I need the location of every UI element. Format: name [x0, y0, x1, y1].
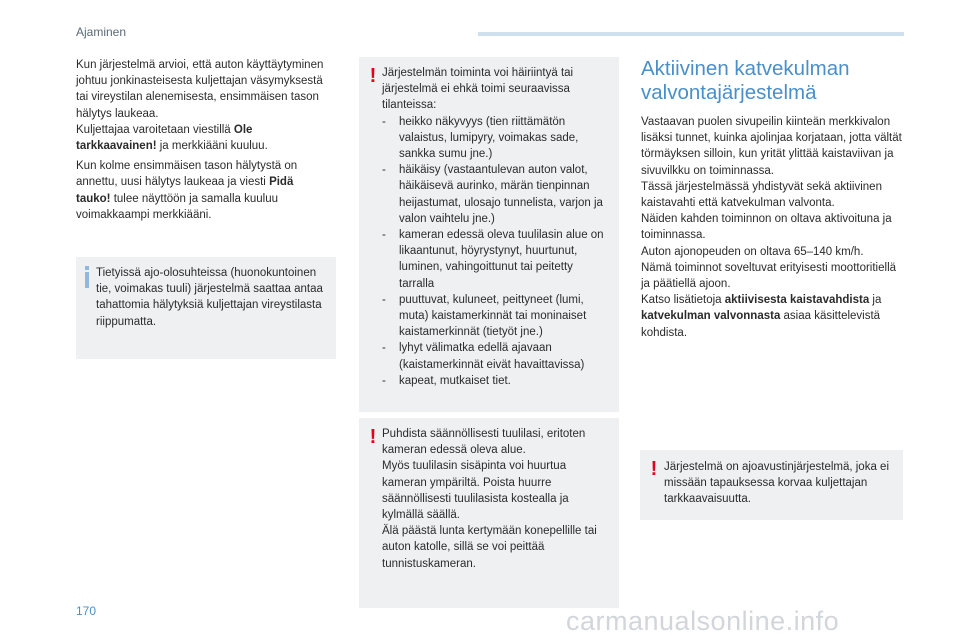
- page-number: 170: [76, 604, 97, 618]
- paragraph: Auton ajonopeuden on oltava 65–140 km/h.: [641, 245, 864, 258]
- bold-text: Pidä tauko!: [76, 176, 294, 205]
- list-dash: -: [382, 342, 386, 355]
- warning-icon: !: [369, 65, 377, 87]
- text-span: Katso lisätietoja: [641, 294, 725, 307]
- paragraph: Myös tuulilasin sisäpinta voi huurtua kameran ympäriltä. Poista huurre säännöllisesti tuulilasista kostealla ja kylmällä säällä.: [382, 460, 569, 522]
- bold-text: katvekulman valvonnasta: [641, 310, 781, 323]
- section-header-label: Ajaminen: [76, 25, 127, 39]
- list-item-text: heikko näkyvyys (tien riittämätön valaistus, lumipyry, voimakas sade, sankka sumu jne.): [399, 115, 579, 161]
- text-span: Kuljettajaa varoitetaan viestillä: [76, 123, 234, 136]
- warning-box-conditions: [359, 57, 619, 412]
- list-dash: -: [382, 229, 386, 242]
- text-span: ja merkkiääni kuuluu.: [156, 140, 268, 153]
- list-item: [382, 292, 610, 341]
- paragraph: Puhdista säännöllisesti tuulilasi, eritoten kameran edessä oleva alue.: [382, 428, 586, 457]
- text-span: Kun kolme ensimmäisen tason hälytystä on annettu, uusi hälytys laukeaa ja viesti: [76, 160, 298, 189]
- list-item: [382, 227, 610, 292]
- bold-text: Ole tarkkaavainen!: [76, 123, 253, 153]
- warning-box-assist: [640, 450, 903, 520]
- paragraph: Älä päästä lunta kertymään konepellille tai auton katolle, sillä se voi peittää tunnistuskameran.: [382, 525, 597, 570]
- warning-box-text: [382, 426, 610, 572]
- list-item-text: lyhyt välimatka edellä ajavaan (kaistamerkinnät eivät havaittavissa): [399, 342, 585, 371]
- list-dash: -: [382, 374, 386, 387]
- paragraph: Tässä järjestelmässä yhdistyvät sekä aktiivinen kaistavahti että katvekulman valvonta.: [641, 180, 882, 210]
- info-box-text: [96, 265, 326, 330]
- warning-box-cleaning: [359, 418, 619, 608]
- list-item-text: häikäisy (vastaantulevan auton valot, häikäisevä aurinko, märän tienpinnan heijastumat, ulosajo tunnelista, varjon ja valon vaihtelu jne.): [399, 164, 603, 225]
- paragraph: [76, 158, 326, 223]
- bold-text: aktiivisesta kaistavahdista: [724, 294, 870, 307]
- paragraph: [76, 122, 326, 154]
- header-divider-bar: [478, 32, 904, 36]
- warning-icon: !: [369, 426, 377, 448]
- section-title: Aktiivinen katvekulman valvontajärjestelmä: [641, 57, 850, 104]
- text-span: ja: [869, 294, 882, 307]
- paragraph: Vastaavan puolen sivupeilin kiinteän merkkivalon lisäksi tunnet, kuinka ajolinjaa korjataan, jotta vältät törmäyksen silloin, kun yrität ylittää kaistaviivan ja sivuvilkku on toiminnassa.: [641, 116, 902, 177]
- watermark: carmanualsonline.info: [566, 606, 840, 636]
- text-span: asiaa käsittelevistä kohdista.: [641, 310, 881, 339]
- info-box: [76, 257, 336, 359]
- list-item: [382, 373, 610, 389]
- column-right: [641, 114, 903, 341]
- list-item: [382, 114, 610, 163]
- list-item-text: puuttuvat, kuluneet, peittyneet (lumi, muta) kaistamerkinnät tai moninaiset kaistamerkinnät (tietyöt jne.): [399, 293, 587, 339]
- conditions-list: [382, 114, 610, 389]
- paragraph: Näiden kahden toiminnon on oltava aktivoituna ja toiminnassa.: [641, 213, 892, 242]
- warning-box-text: [382, 65, 610, 389]
- paragraph: Järjestelmä on ajoavustinjärjestelmä, joka ei missään tapauksessa korvaa kuljettajan tarkkaavaisuutta.: [664, 461, 889, 506]
- paragraph: Tietyissä ajo-olosuhteissa (huonokuntoinen tie, voimakas tuuli) järjestelmä saattaa antaa tahattomia hälytyksiä kuljettajan vireystilasta riippumatta.: [96, 267, 323, 328]
- list-dash: -: [382, 164, 386, 177]
- warning-box-text: [664, 459, 896, 508]
- paragraph: [641, 292, 903, 341]
- list-dash: -: [382, 115, 386, 128]
- info-icon: [85, 266, 89, 288]
- paragraph: Nämä toiminnot soveltuvat erityisesti moottoritiellä ja päätiellä ajoon.: [641, 261, 897, 291]
- paragraph: Kun järjestelmä arvioi, että auton käyttäytyminen johtuu jonkinasteisesta kuljettajan väsymyksestä tai vireystilan alenemisesta, ensimmäisen tason hälytys laukeaa.: [76, 59, 324, 120]
- list-dash: -: [382, 293, 386, 306]
- column-left: [76, 57, 326, 223]
- paragraph: Järjestelmän toiminta voi häiriintyä tai järjestelmä ei ehkä toimi seuraavissa tilanteissa:: [382, 67, 574, 112]
- list-item-text: kameran edessä oleva tuulilasin alue on likaantunut, höyrystynyt, huurtunut, luminen, vahingoittunut tai peitetty tarralla: [399, 229, 604, 290]
- warning-icon: !: [650, 458, 658, 480]
- list-item-text: kapeat, mutkaiset tiet.: [399, 374, 511, 387]
- text-span: tulee näyttöön ja samalla kuuluu voimakkaampi merkkiääni.: [76, 192, 278, 221]
- list-item: [382, 340, 610, 372]
- list-item: [382, 162, 610, 227]
